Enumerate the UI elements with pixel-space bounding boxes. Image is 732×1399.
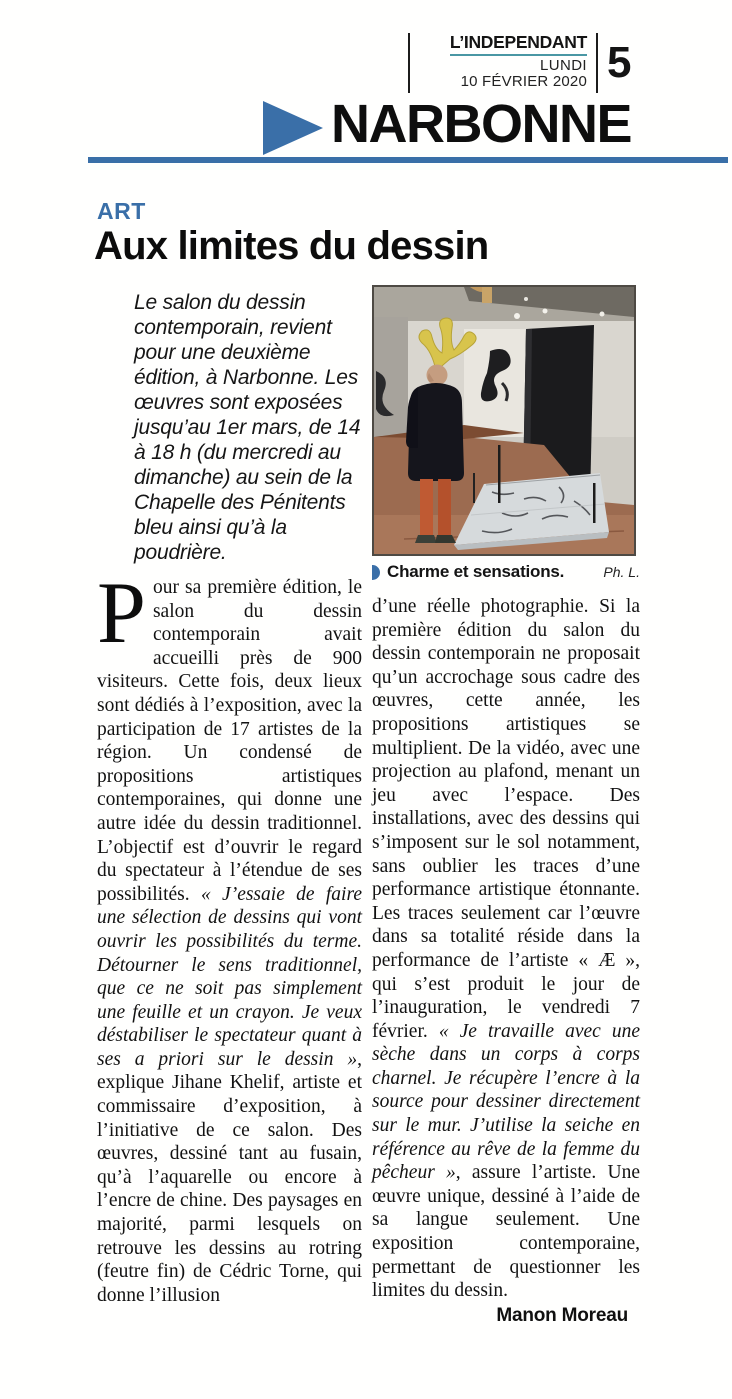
author-byline: Manon Moreau (496, 1304, 628, 1326)
page-number: 5 (607, 38, 632, 87)
body-paragraph-left (97, 565, 362, 1307)
photo-caption: Charme et sensations. (387, 562, 565, 581)
edition-day: LUNDI (539, 56, 587, 74)
photo-credit: Ph. L. (603, 564, 640, 580)
article-columns (97, 285, 640, 1327)
photo-caption-row (372, 562, 640, 582)
masthead-divider-left (408, 33, 410, 93)
photo-illustration (374, 287, 634, 554)
article-category: ART (97, 198, 146, 224)
masthead-text (419, 33, 587, 93)
edition-date: 10 FÉVRIER 2020 (460, 73, 587, 91)
exhibition-photo (372, 285, 636, 556)
newspaper-name: L’INDEPENDANT (450, 33, 587, 56)
body-paragraph-right: d’une réelle photographie. Si la première édition du salon du dessin contemporain ne proposait qu’un accrochage sous cadre des œuvres, cette année, les propositions artistiques se multiplient. De la vidéo, avec une projection au plafond, menant un jeu avec l’espace. Des installations, avec des dessins qui s’imposent sur le sol notamment, sans oublier les traces d’une performance artistique étonnante. Les traces seulement car l’œuvre dans sa totalité réside dans la performance de l’artiste « Æ », qui s’est produit le jour de l’inauguration, le vendredi 7 février. « Je travaille avec une sèche dans un corps à corps charnel. Je récupère l’encre à la source pour dessiner directement sur le mur. J’utilise la seiche en référence au rêve de la femme du pêcheur », assure l’artiste. Une œuvre unique, dessiné à l’aide de sa langue seulement. Une exposition contemporaine, permettant de questionner les limites du dessin. (372, 596, 640, 1302)
section-arrow-icon (263, 101, 323, 155)
section-title: NARBONNE (331, 94, 632, 154)
standfirst: Le salon du dessin contemporain, revient pour une deuxième édition, à Narbonne. Les œuvres sont exposées jusqu’au 1er mars, de 14 à 18 h (du mercredi au dimanche) au sein de la Chapelle des Pénitents bleu ainsi qu’à la poudrière. (134, 291, 361, 564)
article-headline: Aux limites du dessin (94, 224, 489, 268)
body-left-text: our sa première édition, le salon du dessin contemporain avait accueilli près de 900 visiteurs. Cette fois, deux lieux sont dédiés à l’exposition, avec la participation de 17 artistes de la région. Un condensé de propositions artistiques contemporaines, qui donne une autre idée du dessin traditionnel. L’objectif est d’ouvrir le regard du spectateur à l’étendue de ses possibilités. « J’essaie de faire une sélection de dessins qui vont ouvrir les possibilités du terme. Détourner le sens traditionnel, que ce ne soit pas simplement une feuille et un crayon. Je veux déstabiliser le spectateur quant à ses a priori sur le dessin », explique Jihane Khelif, artiste et commissaire d’exposition, à l’initiative de ce salon. Des œuvres, dessiné tant au fusain, qu’à l’aquarelle ou encore à l’encre de chine. Des paysages en majorité, parmi lesquels on retrouve les dessins au rotring (feutre fin) de Cédric Torne, qui donne l’illusion (97, 577, 362, 1306)
dropcap-letter: P (97, 565, 146, 662)
column-left (97, 285, 362, 1327)
column-right (372, 285, 640, 1327)
section-rule (88, 157, 728, 163)
masthead (408, 33, 631, 93)
masthead-divider-right (596, 33, 598, 93)
caption-bullet-icon (372, 565, 380, 580)
